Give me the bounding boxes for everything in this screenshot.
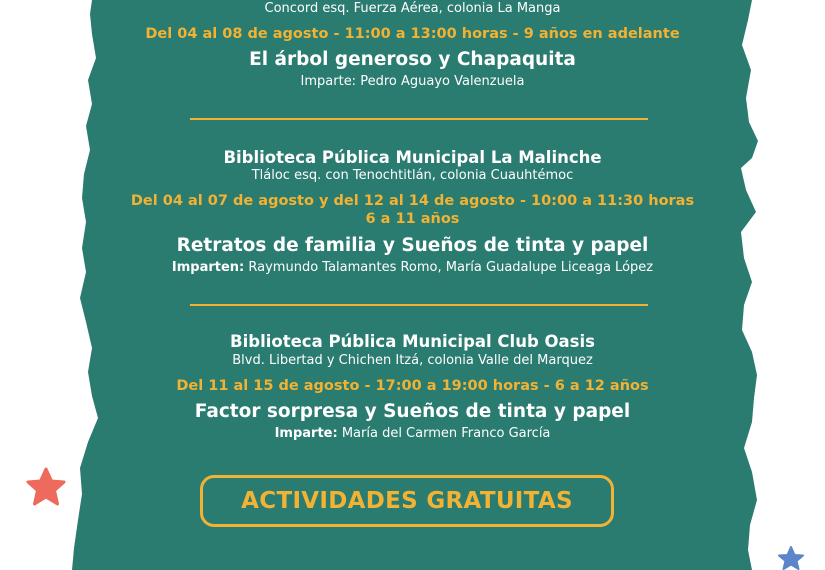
event1-address: Concord esq. Fuerza Aérea, colonia La Manga	[264, 1, 561, 16]
event3-schedule: Del 11 al 15 de agosto - 17:00 a 19:00 horas - 6 a 12 años	[176, 378, 649, 394]
event2-schedule-line2: 6 a 11 años	[365, 211, 460, 227]
star-coral-icon	[24, 466, 68, 508]
event2-workshop-title: Retratos de familia y Sueños de tinta y papel	[176, 235, 649, 256]
section-divider	[190, 304, 648, 306]
event1-instructor: Imparte: Pedro Aguayo Valenzuela	[300, 74, 525, 89]
event2-library-name: Biblioteca Pública Municipal La Malinche	[223, 148, 602, 167]
event3-instructor-label: Imparte:	[274, 426, 338, 441]
star-blue-icon	[776, 545, 806, 570]
event2-schedule-line1: Del 04 al 07 de agosto y del 12 al 14 de agosto - 10:00 a 11:30 horas	[130, 193, 695, 209]
event3-library-name: Biblioteca Pública Municipal Club Oasis	[230, 332, 595, 351]
section-divider	[190, 118, 648, 120]
event1-schedule: Del 04 al 08 de agosto - 11:00 a 13:00 horas - 9 años en adelante	[145, 26, 680, 42]
event3-instructor-names: María del Carmen Franco García	[341, 426, 551, 441]
event2-address: Tláloc esq. con Tenochtitlán, colonia Cuauhtémoc	[251, 168, 574, 183]
event2-instructor-names: Raymundo Talamantes Romo, María Guadalupe Liceaga López	[248, 260, 654, 275]
free-activities-badge: ACTIVIDADES GRATUITAS	[200, 475, 614, 527]
event3-address: Blvd. Libertad y Chichen Itzá, colonia Valle del Marquez	[232, 353, 593, 368]
event2-instructor-label: Imparten:	[171, 260, 245, 275]
event2-instructor	[0, 260, 825, 276]
event3-instructor	[0, 426, 825, 442]
event1-workshop-title: El árbol generoso y Chapaquita	[249, 49, 576, 70]
event3-workshop-title: Factor sorpresa y Sueños de tinta y papel	[194, 401, 631, 422]
